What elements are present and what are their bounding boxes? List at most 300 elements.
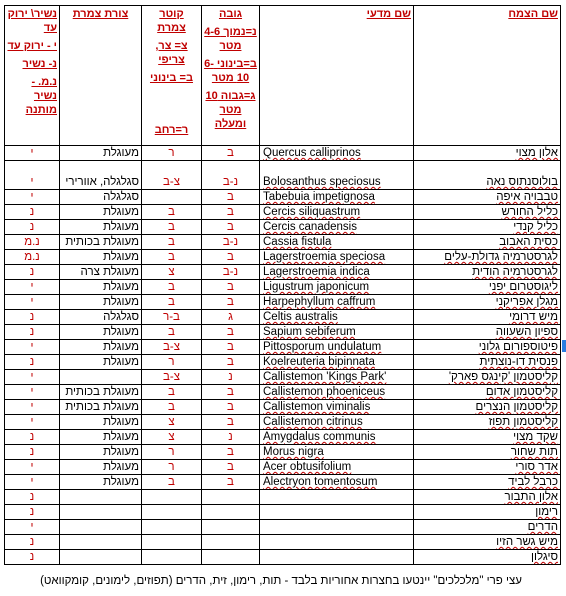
scientific-name-cell-text: Alectryon tomentosum	[263, 476, 378, 488]
table-row	[5, 190, 561, 205]
crown-diameter-cell[interactable]	[142, 161, 202, 190]
evergreen-cell[interactable]	[5, 520, 60, 535]
evergreen-cell-text: נ	[29, 266, 35, 278]
header-height-low: נ=נמוך 4-6 מטר	[204, 26, 257, 52]
plant-name-cell-text: טבבויה איפה	[496, 191, 558, 203]
plant-name-cell[interactable]	[414, 415, 561, 430]
plant-name-cell-text: כליל קנדי	[513, 221, 558, 233]
height-cell-text: ב	[227, 206, 234, 218]
scientific-name-cell-text: Quercus calliprinos	[263, 147, 361, 159]
crown-diameter-cell-text: ר	[168, 446, 175, 458]
crown-shape-cell[interactable]	[60, 205, 142, 220]
crown-shape-cell-text: מעוגלת	[103, 416, 139, 428]
evergreen-cell[interactable]	[5, 535, 60, 550]
evergreen-cell[interactable]	[5, 550, 60, 565]
evergreen-cell-text: י	[30, 147, 34, 159]
crown-shape-cell[interactable]	[60, 385, 142, 400]
crown-shape-cell-text: מעוגלת	[103, 221, 139, 233]
selection-marker	[562, 340, 566, 352]
plant-name-cell[interactable]	[414, 520, 561, 535]
plant-name-cell-text: לגרסטרמיה הודית	[472, 266, 558, 278]
scientific-name-cell-text: Callistemon viminalis	[263, 401, 371, 413]
plant-table	[4, 5, 561, 565]
scientific-name-cell-text: Ligustrum japonicum	[263, 281, 370, 293]
crown-diameter-cell-text: צ	[168, 266, 175, 278]
crown-diameter-cell[interactable]	[142, 430, 202, 445]
evergreen-cell-text: נ	[29, 446, 35, 458]
plant-name-cell[interactable]	[414, 550, 561, 565]
crown-shape-cell[interactable]	[60, 535, 142, 550]
table-row	[5, 146, 561, 161]
evergreen-cell-text: נ	[29, 221, 35, 233]
height-cell[interactable]	[202, 220, 260, 235]
crown-diameter-cell[interactable]	[142, 505, 202, 520]
crown-diameter-cell[interactable]	[142, 490, 202, 505]
crown-shape-cell-text: מעוגלת	[103, 147, 139, 159]
table-row	[5, 535, 561, 550]
height-cell[interactable]	[202, 430, 260, 445]
crown-shape-cell[interactable]	[60, 415, 142, 430]
crown-shape-cell[interactable]	[60, 161, 142, 190]
height-cell[interactable]	[202, 475, 260, 490]
plant-name-cell[interactable]	[414, 325, 561, 340]
scientific-name-cell[interactable]	[260, 460, 414, 475]
height-cell[interactable]	[202, 370, 260, 385]
table-row	[5, 370, 561, 385]
height-cell[interactable]	[202, 265, 260, 280]
table-row	[5, 460, 561, 475]
plant-name-cell[interactable]	[414, 250, 561, 265]
crown-shape-cell[interactable]	[60, 370, 142, 385]
scientific-name-cell-text: Cercis canadensis	[263, 221, 357, 233]
header-crown-diameter-title: קוטר צמרת	[157, 8, 186, 34]
plant-name-cell-text: מיש גשר הזיו	[496, 536, 558, 548]
height-cell-text: ב	[227, 221, 234, 233]
plant-name-cell-text: אלון מצוי	[515, 147, 558, 159]
crown-shape-cell[interactable]	[60, 460, 142, 475]
header-crown-diameter-wide: ר=רחב	[154, 124, 189, 136]
height-cell[interactable]	[202, 325, 260, 340]
plant-name-cell-text: קליסטמון אדום	[485, 386, 558, 398]
crown-diameter-cell[interactable]	[142, 550, 202, 565]
evergreen-cell[interactable]	[5, 250, 60, 265]
scientific-name-cell[interactable]	[260, 370, 414, 385]
height-cell[interactable]	[202, 250, 260, 265]
crown-diameter-cell-text: ב	[168, 296, 175, 308]
evergreen-cell-text: נ.מ	[24, 236, 40, 248]
crown-shape-cell[interactable]	[60, 295, 142, 310]
crown-diameter-cell-text: צ-ב	[163, 176, 180, 188]
crown-shape-cell[interactable]	[60, 550, 142, 565]
plant-name-cell[interactable]	[414, 475, 561, 490]
crown-diameter-cell[interactable]	[142, 235, 202, 250]
crown-shape-cell[interactable]	[60, 340, 142, 355]
plant-name-cell[interactable]	[414, 400, 561, 415]
height-cell[interactable]	[202, 520, 260, 535]
plant-name-cell[interactable]	[414, 385, 561, 400]
height-cell-text: ב	[227, 296, 234, 308]
crown-shape-cell[interactable]	[60, 280, 142, 295]
table-row	[5, 520, 561, 535]
evergreen-cell-text: נ	[29, 206, 35, 218]
header-crown-shape-text: צורת צמרת	[72, 8, 129, 20]
height-cell[interactable]	[202, 490, 260, 505]
header-scientific-name-text: שם מדעי	[366, 8, 411, 20]
evergreen-cell-text: נ	[29, 506, 35, 518]
height-cell-text: ב	[227, 251, 234, 263]
crown-shape-cell[interactable]	[60, 355, 142, 370]
crown-diameter-cell[interactable]	[142, 205, 202, 220]
crown-diameter-cell[interactable]	[142, 370, 202, 385]
evergreen-cell[interactable]	[5, 430, 60, 445]
crown-diameter-cell[interactable]	[142, 520, 202, 535]
evergreen-cell[interactable]	[5, 295, 60, 310]
evergreen-cell[interactable]	[5, 415, 60, 430]
evergreen-cell-text: נ	[29, 536, 35, 548]
plant-name-cell[interactable]	[414, 146, 561, 161]
plant-name-cell[interactable]	[414, 190, 561, 205]
evergreen-cell[interactable]	[5, 400, 60, 415]
header-evergreen-ever: י - ירוק עד	[7, 40, 57, 52]
evergreen-cell-text: נ	[29, 551, 35, 563]
crown-shape-cell-text: סגלגלה, אוורירי	[65, 176, 139, 188]
table-row	[5, 250, 561, 265]
scientific-name-cell[interactable]	[260, 340, 414, 355]
plant-name-cell-text: מגלן אפריקני	[495, 296, 558, 308]
header-plant-name[interactable]	[414, 6, 561, 146]
crown-diameter-cell-text: ר	[168, 356, 175, 368]
evergreen-cell-text: נ	[29, 431, 35, 443]
evergreen-cell[interactable]	[5, 190, 60, 205]
height-cell-text: נ-ב	[222, 176, 239, 188]
scientific-name-cell[interactable]	[260, 220, 414, 235]
evergreen-cell[interactable]	[5, 235, 60, 250]
plant-name-cell-text: אלון התבור	[504, 491, 558, 503]
scientific-name-cell[interactable]	[260, 250, 414, 265]
crown-diameter-cell[interactable]	[142, 295, 202, 310]
plant-name-cell[interactable]	[414, 235, 561, 250]
crown-shape-cell[interactable]	[60, 190, 142, 205]
crown-diameter-cell[interactable]	[142, 220, 202, 235]
header-evergreen-conditional: נ.מ. - נשיר מותנה	[25, 76, 57, 116]
header-evergreen[interactable]	[5, 6, 60, 146]
crown-diameter-cell-text: ב	[168, 476, 175, 488]
crown-diameter-cell[interactable]	[142, 535, 202, 550]
height-cell-text: נ	[228, 371, 233, 383]
crown-shape-cell-text: סגלגלה	[103, 311, 139, 323]
scientific-name-cell[interactable]	[260, 445, 414, 460]
crown-shape-cell-text: מעוגלת	[103, 251, 139, 263]
evergreen-cell[interactable]	[5, 340, 60, 355]
footnote: עצי פרי "מלכלכים" יינטעו בחצרות אחוריות בלבד - תות, רימון, זית, הדרים (תפוזים, לימונים, קומקוואט)	[40, 575, 522, 587]
evergreen-cell-text: י	[30, 461, 34, 473]
scientific-name-cell[interactable]	[260, 161, 414, 190]
scientific-name-cell-text: Callistemon 'Kings Park'	[263, 371, 387, 383]
plant-name-cell-text: כסית האבוב	[499, 236, 558, 248]
scientific-name-cell[interactable]	[260, 295, 414, 310]
plant-name-cell[interactable]	[414, 265, 561, 280]
scientific-name-cell[interactable]	[260, 325, 414, 340]
crown-shape-cell-text: מעוגלת	[103, 461, 139, 473]
crown-shape-cell[interactable]	[60, 310, 142, 325]
header-crown-shape[interactable]	[60, 6, 142, 146]
crown-diameter-cell-text: צ	[168, 431, 175, 443]
crown-shape-cell[interactable]	[60, 475, 142, 490]
scientific-name-cell[interactable]	[260, 475, 414, 490]
plant-name-cell-text: שקד מצוי	[513, 431, 558, 443]
table-row	[5, 220, 561, 235]
scientific-name-cell[interactable]	[260, 146, 414, 161]
evergreen-cell-text: י	[30, 416, 34, 428]
plant-name-cell[interactable]	[414, 445, 561, 460]
scientific-name-cell-text: Sapium sebiferum	[263, 326, 356, 338]
plant-name-cell-text: לגרסטרמיה גדולת-עלים	[444, 251, 558, 263]
evergreen-cell[interactable]	[5, 220, 60, 235]
table-row	[5, 430, 561, 445]
height-cell-text: ב	[227, 446, 234, 458]
header-height[interactable]	[202, 6, 260, 146]
evergreen-cell-text: י	[30, 371, 34, 383]
crown-shape-cell[interactable]	[60, 520, 142, 535]
evergreen-cell[interactable]	[5, 325, 60, 340]
height-cell[interactable]	[202, 385, 260, 400]
height-cell-text: נ-ב	[222, 266, 239, 278]
height-cell-text: ב	[227, 386, 234, 398]
crown-shape-cell-text: מעוגלת בכותית	[65, 401, 139, 413]
table-row	[5, 385, 561, 400]
scientific-name-cell[interactable]	[260, 205, 414, 220]
crown-diameter-cell-text: צ-ב	[163, 371, 180, 383]
scientific-name-cell[interactable]	[260, 280, 414, 295]
evergreen-cell[interactable]	[5, 490, 60, 505]
crown-diameter-cell-text: ב	[168, 281, 175, 293]
crown-diameter-cell[interactable]	[142, 445, 202, 460]
scientific-name-cell[interactable]	[260, 505, 414, 520]
plant-name-cell-text: כליל החורש	[501, 206, 558, 218]
height-cell[interactable]	[202, 400, 260, 415]
scientific-name-cell[interactable]	[260, 415, 414, 430]
table-row	[5, 265, 561, 280]
height-cell[interactable]	[202, 161, 260, 190]
height-cell-text: ב	[227, 356, 234, 368]
plant-name-cell-text: תות שחור	[510, 446, 558, 458]
evergreen-cell-text: נ	[29, 326, 35, 338]
crown-diameter-cell[interactable]	[142, 265, 202, 280]
height-cell[interactable]	[202, 295, 260, 310]
table-row	[5, 445, 561, 460]
evergreen-cell-text: נ.מ	[24, 251, 40, 263]
table-row	[5, 205, 561, 220]
table-row	[5, 280, 561, 295]
height-cell[interactable]	[202, 550, 260, 565]
evergreen-cell[interactable]	[5, 385, 60, 400]
crown-shape-cell[interactable]	[60, 220, 142, 235]
evergreen-cell-text: י	[30, 341, 34, 353]
table-row	[5, 325, 561, 340]
crown-shape-cell[interactable]	[60, 505, 142, 520]
header-scientific-name[interactable]	[260, 6, 414, 146]
crown-diameter-cell[interactable]	[142, 385, 202, 400]
header-evergreen-title: נשיר\ ירוק עד	[7, 8, 57, 34]
scientific-name-cell-text: Cercis siliquastrum	[263, 206, 361, 218]
evergreen-cell[interactable]	[5, 205, 60, 220]
height-cell[interactable]	[202, 445, 260, 460]
scientific-name-cell[interactable]	[260, 430, 414, 445]
height-cell[interactable]	[202, 460, 260, 475]
plant-name-cell-text: כרבל לביד	[508, 476, 558, 488]
scientific-name-cell[interactable]	[260, 385, 414, 400]
crown-diameter-cell-text: ר	[168, 147, 175, 159]
scientific-name-cell[interactable]	[260, 265, 414, 280]
evergreen-cell-text: נ	[29, 356, 35, 368]
plant-name-cell-text: קליסטמון הנצרים	[475, 401, 558, 413]
scientific-name-cell-text: Acer obtusifolium	[263, 461, 352, 473]
scientific-name-cell[interactable]	[260, 355, 414, 370]
scientific-name-cell-text: Pittosporum undulatum	[263, 341, 382, 353]
height-cell[interactable]	[202, 146, 260, 161]
crown-shape-cell-text: מעוגלת	[103, 341, 139, 353]
height-cell-text: ב	[227, 401, 234, 413]
plant-name-cell[interactable]	[414, 205, 561, 220]
evergreen-cell-text: י	[30, 281, 34, 293]
plant-name-cell-text: פיטוספורום גלוני	[478, 341, 558, 353]
scientific-name-cell-text: Cassia fistula	[263, 236, 332, 248]
crown-diameter-cell[interactable]	[142, 475, 202, 490]
plant-name-cell[interactable]	[414, 310, 561, 325]
evergreen-cell[interactable]	[5, 505, 60, 520]
header-plant-name-text: שם הצמח	[508, 8, 558, 20]
plant-name-cell[interactable]	[414, 340, 561, 355]
evergreen-cell[interactable]	[5, 370, 60, 385]
plant-name-cell-text: אדר סורי	[515, 461, 558, 473]
crown-shape-cell[interactable]	[60, 265, 142, 280]
height-cell[interactable]	[202, 340, 260, 355]
evergreen-cell-text: י	[30, 176, 34, 188]
plant-name-cell[interactable]	[414, 370, 561, 385]
crown-shape-cell-text: מעוגלת	[103, 326, 139, 338]
height-cell[interactable]	[202, 280, 260, 295]
crown-shape-cell[interactable]	[60, 325, 142, 340]
crown-diameter-cell[interactable]	[142, 340, 202, 355]
height-cell[interactable]	[202, 205, 260, 220]
plant-name-cell[interactable]	[414, 295, 561, 310]
evergreen-cell-text: נ	[29, 311, 35, 323]
plant-name-cell[interactable]	[414, 460, 561, 475]
evergreen-cell[interactable]	[5, 460, 60, 475]
plant-name-cell[interactable]	[414, 490, 561, 505]
crown-diameter-cell[interactable]	[142, 190, 202, 205]
crown-diameter-cell[interactable]	[142, 415, 202, 430]
crown-diameter-cell-text: ב	[168, 326, 175, 338]
table-row	[5, 490, 561, 505]
crown-diameter-cell[interactable]	[142, 400, 202, 415]
scientific-name-cell-text: Morus nigra	[263, 446, 324, 458]
table-row	[5, 505, 561, 520]
evergreen-cell-text: י	[30, 386, 34, 398]
header-crown-diameter-medium: ב= בינוני	[149, 72, 193, 84]
crown-diameter-cell[interactable]	[142, 325, 202, 340]
height-cell-text: ב	[227, 147, 234, 159]
plant-name-cell-text: סיגלון	[531, 551, 558, 563]
scientific-name-cell[interactable]	[260, 550, 414, 565]
evergreen-cell-text: י	[30, 521, 34, 533]
crown-diameter-cell-text: ב	[168, 206, 175, 218]
scientific-name-cell-text: Tabebuia impetignosa	[263, 191, 375, 203]
crown-diameter-cell[interactable]	[142, 280, 202, 295]
header-row	[5, 6, 561, 146]
crown-diameter-cell[interactable]	[142, 146, 202, 161]
crown-shape-cell-text: מעוגלת	[103, 296, 139, 308]
plant-name-cell[interactable]	[414, 220, 561, 235]
plant-name-cell[interactable]	[414, 280, 561, 295]
plant-name-cell[interactable]	[414, 535, 561, 550]
scientific-name-cell[interactable]	[260, 310, 414, 325]
scientific-name-cell-text: Celtis australis	[263, 311, 338, 323]
plant-name-cell[interactable]	[414, 355, 561, 370]
crown-diameter-cell[interactable]	[142, 355, 202, 370]
crown-shape-cell[interactable]	[60, 430, 142, 445]
evergreen-cell[interactable]	[5, 161, 60, 190]
crown-diameter-cell-text: ב	[168, 386, 175, 398]
crown-diameter-cell-text: ב	[168, 236, 175, 248]
height-cell[interactable]	[202, 235, 260, 250]
crown-shape-cell[interactable]	[60, 235, 142, 250]
crown-shape-cell[interactable]	[60, 250, 142, 265]
evergreen-cell[interactable]	[5, 445, 60, 460]
scientific-name-cell[interactable]	[260, 535, 414, 550]
evergreen-cell[interactable]	[5, 355, 60, 370]
scientific-name-cell-text: Bolosanthus speciosus	[263, 176, 381, 188]
crown-shape-cell[interactable]	[60, 146, 142, 161]
height-cell-text: ב	[227, 341, 234, 353]
plant-name-cell[interactable]	[414, 430, 561, 445]
height-cell[interactable]	[202, 415, 260, 430]
plant-name-cell[interactable]	[414, 505, 561, 520]
crown-shape-cell[interactable]	[60, 490, 142, 505]
scientific-name-cell[interactable]	[260, 400, 414, 415]
height-cell-text: ב	[227, 476, 234, 488]
crown-shape-cell[interactable]	[60, 400, 142, 415]
evergreen-cell[interactable]	[5, 475, 60, 490]
height-cell-text: ב	[227, 191, 234, 203]
height-cell[interactable]	[202, 505, 260, 520]
scientific-name-cell[interactable]	[260, 490, 414, 505]
crown-shape-cell[interactable]	[60, 445, 142, 460]
header-crown-diameter[interactable]	[142, 6, 202, 146]
crown-shape-cell-text: מעוגלת	[103, 356, 139, 368]
evergreen-cell[interactable]	[5, 310, 60, 325]
evergreen-cell[interactable]	[5, 280, 60, 295]
scientific-name-cell-text: Lagerstroemia indica	[263, 266, 370, 278]
table-row	[5, 475, 561, 490]
evergreen-cell-text: י	[30, 401, 34, 413]
height-cell[interactable]	[202, 310, 260, 325]
crown-diameter-cell[interactable]	[142, 460, 202, 475]
crown-diameter-cell[interactable]	[142, 310, 202, 325]
height-cell[interactable]	[202, 355, 260, 370]
crown-diameter-cell[interactable]	[142, 250, 202, 265]
scientific-name-cell[interactable]	[260, 235, 414, 250]
table-row	[5, 415, 561, 430]
evergreen-cell[interactable]	[5, 265, 60, 280]
evergreen-cell[interactable]	[5, 146, 60, 161]
height-cell[interactable]	[202, 190, 260, 205]
height-cell[interactable]	[202, 535, 260, 550]
height-cell-text: ג	[228, 311, 233, 323]
plant-name-cell[interactable]	[414, 161, 561, 190]
scientific-name-cell[interactable]	[260, 520, 414, 535]
scientific-name-cell[interactable]	[260, 190, 414, 205]
